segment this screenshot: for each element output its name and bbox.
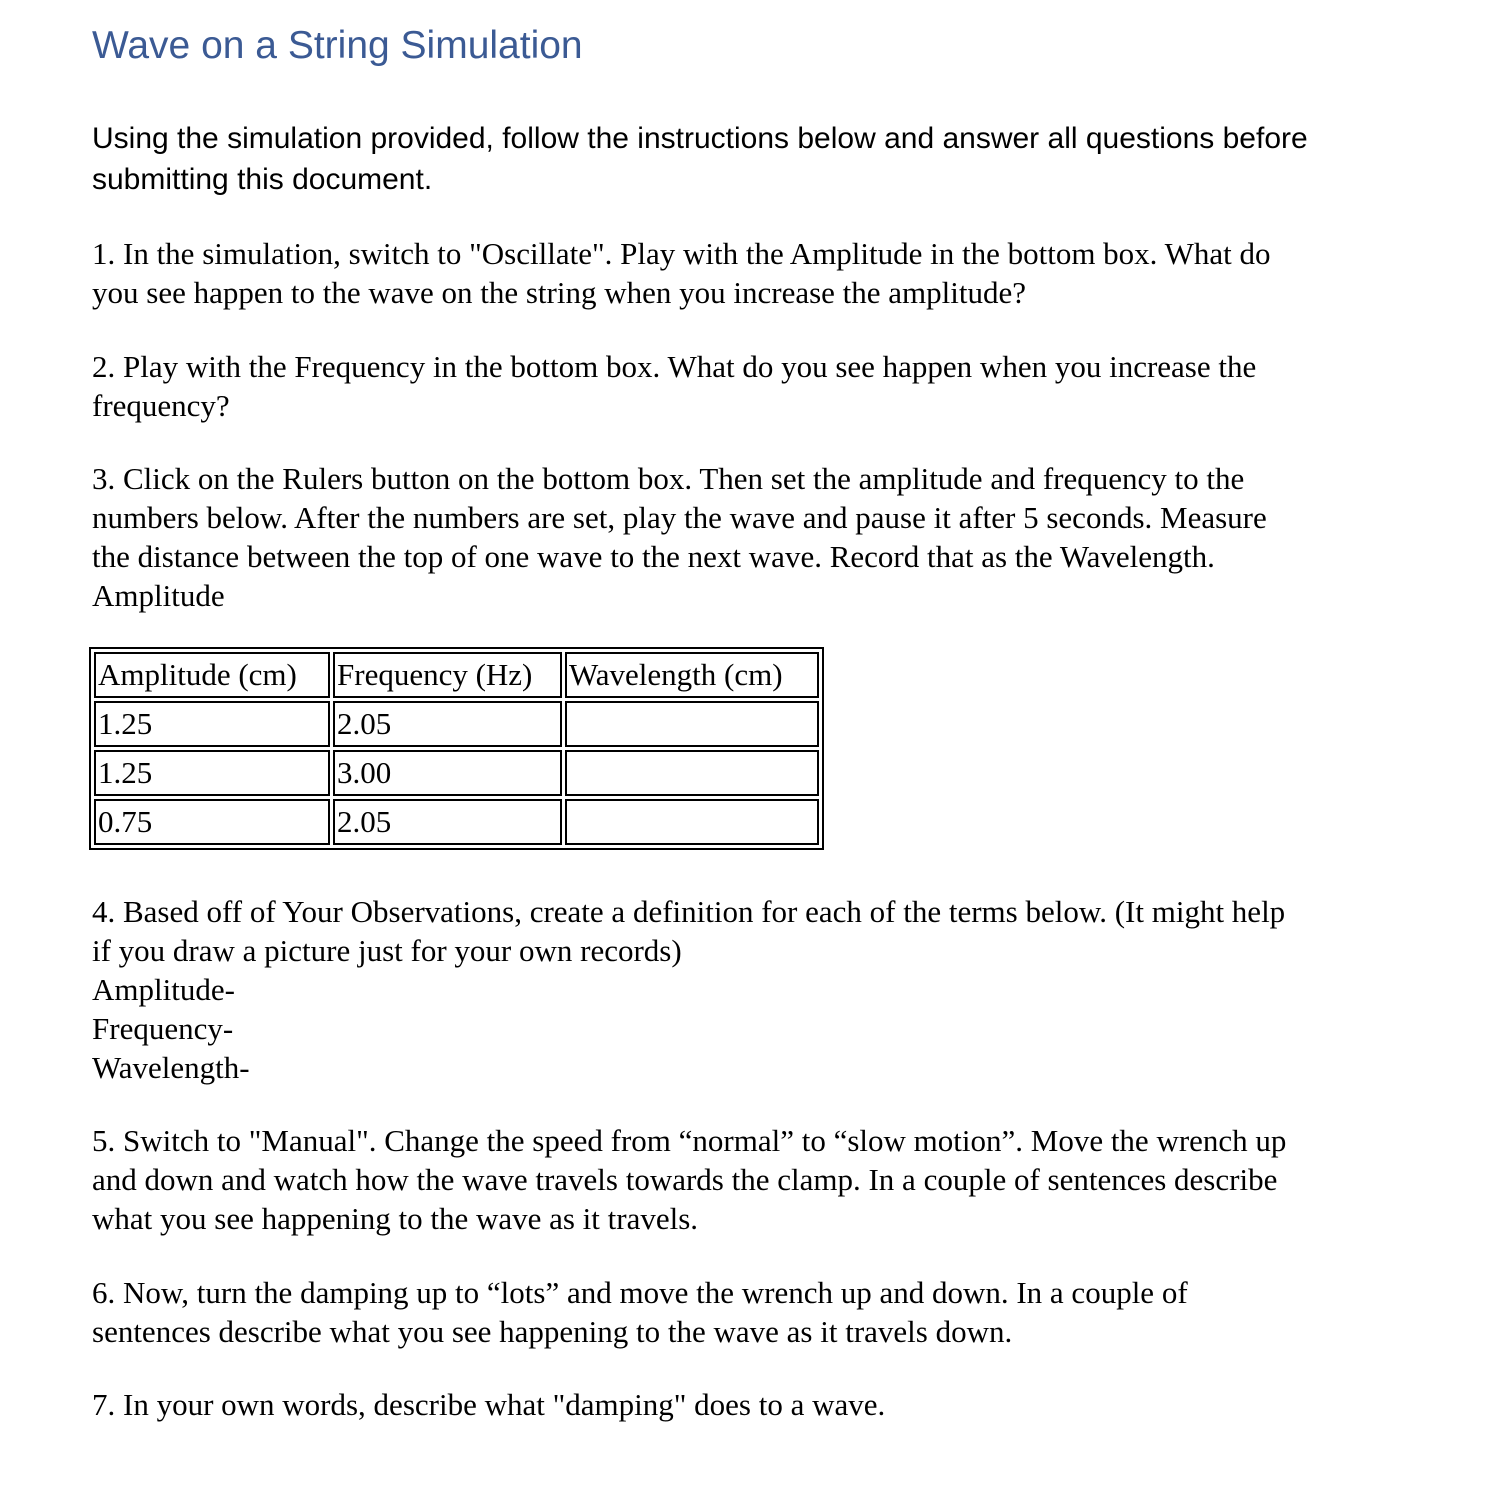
cell-frequency: 2.05 xyxy=(333,799,562,845)
page-title: Wave on a String Simulation xyxy=(92,24,583,67)
table-row xyxy=(94,750,819,796)
cell-amplitude: 0.75 xyxy=(94,799,330,845)
intro-text xyxy=(92,118,1308,200)
question-3 xyxy=(92,459,1267,615)
intro-line: submitting this document. xyxy=(92,163,433,196)
header-amplitude: Amplitude (cm) xyxy=(94,652,330,698)
cell-wavelength[interactable] xyxy=(565,750,819,796)
question-line: 3. Click on the Rulers button on the bottom box. Then set the amplitude and frequency to the xyxy=(92,461,1245,496)
question-line: numbers below. After the numbers are set, play the wave and pause it after 5 seconds. Measure xyxy=(92,500,1267,535)
question-line: 1. In the simulation, switch to "Oscillate". Play with the Amplitude in the bottom box. What do xyxy=(92,236,1271,271)
header-wavelength: Wavelength (cm) xyxy=(565,652,819,698)
question-2 xyxy=(92,347,1256,425)
term-frequency: Frequency- xyxy=(92,1011,234,1046)
header-frequency: Frequency (Hz) xyxy=(333,652,562,698)
question-line: if you draw a picture just for your own records) xyxy=(92,933,682,968)
question-line: and down and watch how the wave travels towards the clamp. In a couple of sentences describe xyxy=(92,1162,1278,1197)
cell-wavelength[interactable] xyxy=(565,701,819,747)
question-line: 2. Play with the Frequency in the bottom box. What do you see happen when you increase the xyxy=(92,349,1257,384)
question-line: you see happen to the wave on the string when you increase the amplitude? xyxy=(92,275,1027,310)
cell-amplitude: 1.25 xyxy=(94,701,330,747)
question-line: Amplitude xyxy=(92,578,225,613)
question-4 xyxy=(92,892,1285,1087)
question-line: what you see happening to the wave as it travels. xyxy=(92,1201,699,1236)
question-line: frequency? xyxy=(92,388,230,423)
table-row xyxy=(94,701,819,747)
cell-amplitude: 1.25 xyxy=(94,750,330,796)
table-row xyxy=(94,799,819,845)
cell-frequency: 3.00 xyxy=(333,750,562,796)
measurement-table xyxy=(89,647,824,850)
table-header-row xyxy=(94,652,819,698)
question-line: the distance between the top of one wave to the next wave. Record that as the Wavelength. xyxy=(92,539,1215,574)
term-wavelength: Wavelength- xyxy=(92,1050,250,1085)
question-line: sentences describe what you see happening to the wave as it travels down. xyxy=(92,1314,1013,1349)
question-line: 7. In your own words, describe what "damping" does to a wave. xyxy=(92,1387,886,1422)
term-amplitude: Amplitude- xyxy=(92,972,235,1007)
question-1 xyxy=(92,234,1271,312)
question-7 xyxy=(92,1385,885,1424)
cell-wavelength[interactable] xyxy=(565,799,819,845)
question-line: 4. Based off of Your Observations, create a definition for each of the terms below. (It might help xyxy=(92,894,1286,929)
question-line: 5. Switch to "Manual". Change the speed from “normal” to “slow motion”. Move the wrench up xyxy=(92,1123,1287,1158)
question-5 xyxy=(92,1121,1286,1238)
question-line: 6. Now, turn the damping up to “lots” and move the wrench up and down. In a couple of xyxy=(92,1275,1188,1310)
cell-frequency: 2.05 xyxy=(333,701,562,747)
intro-line: Using the simulation provided, follow the instructions below and answer all questions before xyxy=(92,122,1308,155)
question-6 xyxy=(92,1273,1188,1351)
